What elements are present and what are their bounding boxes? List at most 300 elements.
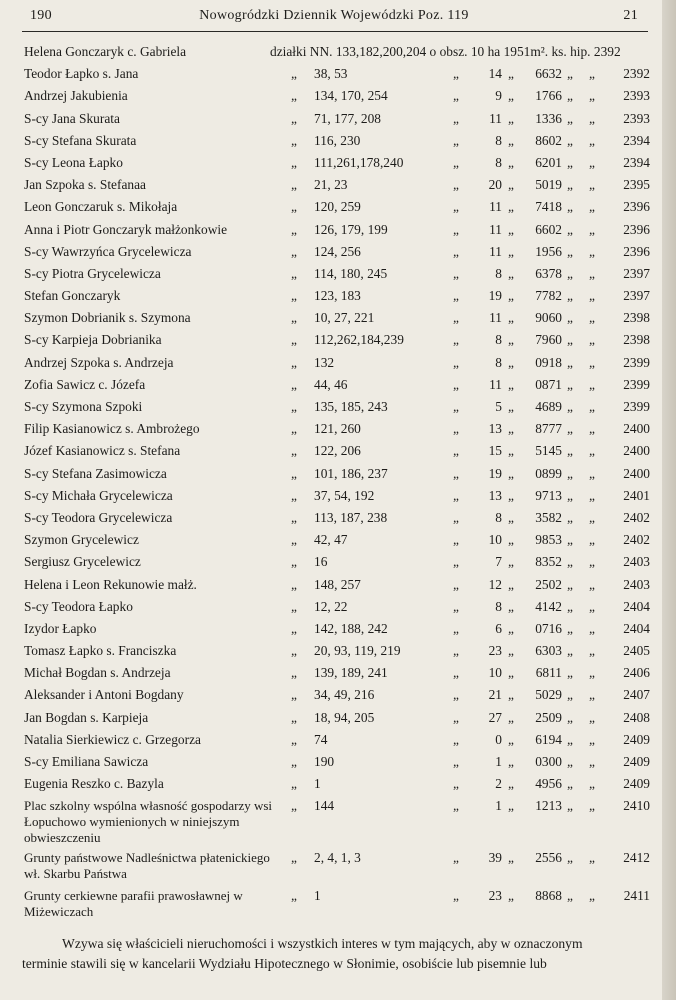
area-square-meters: 6201 (535, 154, 562, 170)
ditto-mark: „ (453, 376, 459, 392)
ditto-mark: „ (291, 354, 297, 370)
ditto-mark: „ (453, 199, 459, 215)
mortgage-book-number: 2392 (623, 66, 650, 82)
plot-numbers: 37, 54, 192 (314, 487, 375, 503)
mortgage-book-number: 2403 (623, 554, 650, 570)
owner-name: Grunty państwowe Nadleśnictwa płatenickiego wł. Skarbu Państwa (24, 850, 270, 882)
ditto-mark: „ (508, 288, 514, 304)
mortgage-book-number: 2409 (623, 731, 650, 747)
table-row (0, 222, 662, 244)
ditto-mark: „ (453, 132, 459, 148)
area-square-meters: 2502 (535, 576, 562, 592)
owner-name: S-cy Stefana Skurata (24, 132, 137, 148)
area-hectares: 19 (488, 465, 502, 481)
ditto-mark: „ (567, 288, 573, 304)
owner-name: Józef Kasianowicz s. Stefana (24, 443, 181, 459)
table-row (0, 754, 662, 776)
mortgage-book-number: 2396 (623, 221, 650, 237)
area-hectares: 1 (495, 798, 502, 814)
ditto-mark: „ (453, 221, 459, 237)
ditto-mark: „ (508, 354, 514, 370)
plot-numbers: 20, 93, 119, 219 (314, 643, 401, 659)
header-rule (22, 31, 648, 32)
ditto-mark: „ (291, 754, 297, 769)
owner-name: Plac szkolny wspólna własność gospodarzy wsi Łopuchowo wymienionych w niniejszym obwieszczeniu (24, 798, 273, 846)
area-hectares: 14 (488, 66, 502, 82)
area-square-meters: 8352 (535, 554, 562, 570)
mortgage-book-number: 2410 (623, 798, 650, 814)
mortgage-book-number: 2404 (623, 598, 650, 614)
plot-numbers: 42, 47 (314, 532, 348, 548)
owner-name: Andrzej Jakubienia (24, 88, 128, 104)
table-row (0, 554, 662, 576)
owner-name: Izydor Łapko (24, 620, 97, 636)
ditto-mark: „ (291, 265, 297, 281)
area-square-meters: 6378 (535, 265, 562, 281)
area-hectares: 23 (488, 888, 502, 904)
ditto-mark: „ (453, 687, 459, 703)
ditto-mark: „ (589, 465, 595, 481)
ditto-mark: „ (453, 66, 459, 82)
page-number: 190 (30, 8, 52, 23)
table-row (0, 111, 662, 133)
owner-name: Grunty cerkiewne parafii prawosławnej w Miżewiczach (24, 888, 243, 920)
ditto-mark: „ (567, 665, 573, 681)
table-row (0, 88, 662, 110)
plot-numbers: 18, 94, 205 (314, 709, 375, 725)
area-hectares: 9 (495, 88, 502, 104)
ditto-mark: „ (567, 66, 573, 82)
plot-numbers: 120, 259 (314, 199, 361, 215)
owner-name: S-cy Emiliana Sawicza (24, 754, 149, 769)
ditto-mark: „ (567, 177, 573, 193)
ditto-mark: „ (453, 620, 459, 636)
mortgage-book-number: 2406 (623, 665, 650, 681)
mortgage-book-number: 2400 (623, 465, 650, 481)
ditto-mark: „ (453, 88, 459, 104)
ditto-mark: „ (589, 199, 595, 215)
plot-numbers: 21, 23 (314, 177, 348, 193)
area-square-meters: 4689 (535, 399, 562, 414)
area-hectares: 11 (489, 221, 502, 237)
ditto-mark: „ (508, 509, 514, 525)
plot-numbers: 113, 187, 238 (314, 509, 388, 525)
ditto-mark: „ (589, 554, 595, 570)
area-hectares: 8 (495, 265, 502, 281)
plot-numbers: 122, 206 (314, 443, 361, 459)
area-hectares: 11 (489, 110, 502, 126)
table-row (0, 850, 662, 888)
mortgage-book-number: 2402 (623, 509, 650, 525)
table-row (0, 466, 662, 488)
table-row (0, 133, 662, 155)
plot-numbers: 74 (314, 731, 328, 747)
area-square-meters: 6303 (535, 643, 562, 659)
ditto-mark: „ (508, 754, 514, 769)
mortgage-book-number: 2397 (623, 265, 650, 281)
area-hectares: 13 (488, 487, 502, 503)
ditto-mark: „ (508, 110, 514, 126)
table-row (0, 399, 662, 421)
mortgage-book-number: 2395 (623, 177, 650, 193)
ditto-mark: „ (589, 509, 595, 525)
ditto-mark: „ (291, 376, 297, 392)
ditto-mark: „ (453, 332, 459, 348)
ditto-mark: „ (589, 110, 595, 126)
ditto-mark: „ (508, 643, 514, 659)
area-hectares: 11 (489, 376, 502, 392)
ditto-mark: „ (291, 154, 297, 170)
ditto-mark: „ (291, 620, 297, 636)
table-row (0, 643, 662, 665)
ditto-mark: „ (508, 88, 514, 104)
ditto-mark: „ (508, 310, 514, 326)
owner-name: S-cy Jana Skurata (24, 110, 120, 126)
ditto-mark: „ (589, 620, 595, 636)
ditto-mark: „ (589, 687, 595, 703)
ditto-mark: „ (589, 443, 595, 459)
owner-name: S-cy Szymona Szpoki (24, 399, 143, 414)
owner-name: Szymon Dobrianik s. Szymona (24, 310, 191, 326)
owner-name: Szymon Grycelewicz (24, 532, 139, 548)
ditto-mark: „ (567, 643, 573, 659)
plot-numbers: 38, 53 (314, 66, 348, 82)
ditto-mark: „ (589, 243, 595, 259)
owner-name: Jan Bogdan s. Karpieja (24, 709, 149, 725)
ditto-mark: „ (508, 888, 514, 904)
area-square-meters: 1336 (535, 110, 562, 126)
ditto-mark: „ (589, 221, 595, 237)
ditto-mark: „ (291, 110, 297, 126)
ditto-mark: „ (291, 888, 297, 904)
area-square-meters: 0716 (535, 620, 562, 636)
ditto-mark: „ (567, 598, 573, 614)
ditto-mark: „ (589, 665, 595, 681)
journal-title: Nowogródzki Dziennik Wojewódzki Poz. 119 (199, 8, 469, 23)
ditto-mark: „ (589, 310, 595, 326)
mortgage-book-number: 2408 (623, 709, 650, 725)
ditto-mark: „ (508, 221, 514, 237)
plot-numbers: 148, 257 (314, 576, 361, 592)
plot-numbers: 144 (314, 798, 335, 814)
ditto-mark: „ (567, 888, 573, 904)
owner-name: Helena i Leon Rekunowie małż. (24, 576, 197, 592)
ditto-mark: „ (589, 132, 595, 148)
table-row (0, 488, 662, 510)
ditto-mark: „ (453, 576, 459, 592)
area-hectares: 11 (489, 243, 502, 259)
ditto-mark: „ (508, 265, 514, 281)
mortgage-book-number: 2393 (623, 88, 650, 104)
ditto-mark: „ (508, 332, 514, 348)
plot-numbers: 10, 27, 221 (314, 310, 375, 326)
owner-name: S-cy Teodora Grycelewicza (24, 509, 173, 525)
ditto-mark: „ (453, 288, 459, 304)
ditto-mark: „ (291, 598, 297, 614)
plot-numbers: 124, 256 (314, 243, 361, 259)
plot-numbers: 12, 22 (314, 598, 348, 614)
owner-name: S-cy Stefana Zasimowicza (24, 465, 167, 481)
ditto-mark: „ (291, 443, 297, 459)
ditto-mark: „ (291, 199, 297, 215)
mortgage-book-number: 2396 (623, 243, 650, 259)
table-row (0, 776, 662, 798)
area-hectares: 23 (488, 643, 502, 659)
area-hectares: 6 (495, 620, 502, 636)
owner-name: S-cy Karpieja Dobrianika (24, 332, 162, 348)
area-hectares: 10 (488, 665, 502, 681)
table-row (0, 244, 662, 266)
area-hectares: 8 (495, 154, 502, 170)
ditto-mark: „ (453, 110, 459, 126)
ditto-mark: „ (291, 709, 297, 725)
plot-numbers: 135, 185, 243 (314, 399, 388, 414)
table-row (0, 332, 662, 354)
area-square-meters: 1956 (535, 243, 562, 259)
area-hectares: 8 (495, 132, 502, 148)
mortgage-book-number: 2404 (623, 620, 650, 636)
page-header (30, 8, 638, 28)
table-row (0, 288, 662, 310)
mortgage-book-number: 2394 (623, 154, 650, 170)
table-row (0, 798, 662, 850)
ditto-mark: „ (589, 399, 595, 414)
ditto-mark: „ (453, 265, 459, 281)
plot-numbers: 1 (314, 888, 321, 904)
ditto-mark: „ (567, 709, 573, 725)
ditto-mark: „ (589, 798, 595, 814)
ditto-mark: „ (291, 66, 297, 82)
table-row (0, 687, 662, 709)
plot-numbers: 142, 188, 242 (314, 620, 388, 636)
area-hectares: 5 (495, 399, 502, 414)
plot-numbers: 126, 179, 199 (314, 221, 388, 237)
plot-numbers: 112,262,184,239 (314, 332, 404, 348)
mortgage-book-number: 2398 (623, 310, 650, 326)
mortgage-book-number: 2412 (623, 850, 650, 866)
ditto-mark: „ (589, 288, 595, 304)
plot-numbers: 116, 230 (314, 132, 361, 148)
ditto-mark: „ (453, 399, 459, 414)
area-hectares: 20 (488, 177, 502, 193)
table-row (0, 421, 662, 443)
ditto-mark: „ (567, 798, 573, 814)
plot-numbers: 123, 183 (314, 288, 361, 304)
table-row (0, 310, 662, 332)
ditto-mark: „ (589, 376, 595, 392)
mortgage-book-number: 2409 (623, 776, 650, 792)
ditto-mark: „ (567, 443, 573, 459)
plot-numbers: 44, 46 (314, 376, 348, 392)
mortgage-book-number: 2399 (623, 376, 650, 392)
area-square-meters: 8602 (535, 132, 562, 148)
ditto-mark: „ (291, 465, 297, 481)
mortgage-book-number: 2407 (623, 687, 650, 703)
area-hectares: 12 (488, 576, 502, 592)
ditto-mark: „ (291, 554, 297, 570)
ditto-mark: „ (291, 532, 297, 548)
ditto-mark: „ (589, 643, 595, 659)
area-square-meters: 5029 (535, 687, 562, 703)
owner-name: Michał Bogdan s. Andrzeja (24, 665, 171, 681)
area-square-meters: 8868 (535, 888, 562, 904)
ditto-mark: „ (291, 221, 297, 237)
owner-name: Tomasz Łapko s. Franciszka (24, 643, 177, 659)
area-hectares: 1 (495, 754, 502, 769)
owner-name: S-cy Teodora Łapko (24, 598, 133, 614)
ditto-mark: „ (508, 850, 514, 866)
table-row (0, 377, 662, 399)
ditto-mark: „ (508, 665, 514, 681)
ditto-mark: „ (453, 354, 459, 370)
ditto-mark: „ (589, 754, 595, 769)
area-square-meters: 2509 (535, 709, 562, 725)
area-hectares: 8 (495, 598, 502, 614)
area-square-meters: 3582 (535, 509, 562, 525)
owner-name: Sergiusz Grycelewicz (24, 554, 141, 570)
footer-text (22, 934, 652, 974)
owner-name: Helena Gonczaryk c. Gabriela (24, 44, 187, 59)
owner-name: Aleksander i Antoni Bogdany (24, 687, 184, 703)
table-row (0, 888, 662, 926)
ditto-mark: „ (567, 850, 573, 866)
ditto-mark: „ (453, 731, 459, 747)
ditto-mark: „ (567, 687, 573, 703)
ditto-mark: „ (291, 798, 297, 814)
ditto-mark: „ (589, 265, 595, 281)
table-row (0, 710, 662, 732)
ditto-mark: „ (567, 376, 573, 392)
ditto-mark: „ (589, 332, 595, 348)
ditto-mark: „ (291, 487, 297, 503)
ditto-mark: „ (589, 354, 595, 370)
ditto-mark: „ (508, 532, 514, 548)
plot-numbers: 71, 177, 208 (314, 110, 381, 126)
ditto-mark: „ (291, 88, 297, 104)
ditto-mark: „ (567, 421, 573, 437)
owner-name: S-cy Piotra Grycelewicza (24, 265, 161, 281)
area-hectares: 7 (495, 554, 502, 570)
ditto-mark: „ (291, 687, 297, 703)
plot-numbers: 16 (314, 554, 328, 570)
table-row (0, 443, 662, 465)
ditto-mark: „ (567, 509, 573, 525)
ditto-mark: „ (508, 620, 514, 636)
ditto-mark: „ (291, 332, 297, 348)
area-hectares: 8 (495, 509, 502, 525)
ditto-mark: „ (453, 643, 459, 659)
area-square-meters: 6811 (535, 665, 562, 681)
plot-numbers: 134, 170, 254 (314, 88, 388, 104)
area-square-meters: 7418 (535, 199, 562, 215)
ditto-mark: „ (567, 88, 573, 104)
area-hectares: 8 (495, 332, 502, 348)
area-square-meters: 9853 (535, 532, 562, 548)
area-hectares: 0 (495, 731, 502, 747)
ditto-mark: „ (567, 487, 573, 503)
ditto-mark: „ (589, 177, 595, 193)
plot-numbers: 2, 4, 1, 3 (314, 850, 361, 866)
area-hectares: 39 (488, 850, 502, 866)
ditto-mark: „ (453, 554, 459, 570)
ditto-mark: „ (453, 243, 459, 259)
table-row (0, 355, 662, 377)
ditto-mark: „ (291, 509, 297, 525)
ditto-mark: „ (567, 221, 573, 237)
ditto-mark: „ (508, 576, 514, 592)
table-row (0, 266, 662, 288)
plot-numbers: 1 (314, 776, 321, 792)
plot-numbers: 121, 260 (314, 421, 361, 437)
mortgage-book-number: 2409 (623, 754, 650, 769)
area-square-meters: 0300 (535, 754, 562, 769)
owner-name: Stefan Gonczaryk (24, 288, 121, 304)
ditto-mark: „ (589, 66, 595, 82)
plot-numbers: 101, 186, 237 (314, 465, 388, 481)
ditto-mark: „ (589, 888, 595, 904)
table-row (0, 177, 662, 199)
ditto-mark: „ (291, 731, 297, 747)
ditto-mark: „ (589, 776, 595, 792)
owner-name: Natalia Sierkiewicz c. Grzegorza (24, 731, 201, 747)
ditto-mark: „ (508, 177, 514, 193)
mortgage-book-number: 2393 (623, 110, 650, 126)
ditto-mark: „ (291, 288, 297, 304)
ditto-mark: „ (567, 731, 573, 747)
ditto-mark: „ (291, 399, 297, 414)
ditto-mark: „ (567, 776, 573, 792)
area-square-meters: 5145 (535, 443, 562, 459)
ditto-mark: „ (508, 154, 514, 170)
area-hectares: 11 (489, 310, 502, 326)
ditto-mark: „ (453, 310, 459, 326)
ditto-mark: „ (508, 421, 514, 437)
ditto-mark: „ (291, 421, 297, 437)
owner-name: S-cy Michała Grycelewicza (24, 487, 173, 503)
ditto-mark: „ (508, 199, 514, 215)
area-square-meters: 6194 (535, 731, 562, 747)
area-square-meters: 1766 (535, 88, 562, 104)
mortgage-book-number: 2399 (623, 354, 650, 370)
area-square-meters: 5019 (535, 177, 562, 193)
table-row (0, 665, 662, 687)
ditto-mark: „ (291, 177, 297, 193)
ditto-mark: „ (567, 465, 573, 481)
ditto-mark: „ (589, 576, 595, 592)
area-square-meters: 1213 (535, 798, 562, 814)
mortgage-book-number: 2411 (623, 888, 650, 904)
ditto-mark: „ (508, 66, 514, 82)
ditto-mark: „ (291, 576, 297, 592)
area-square-meters: 4142 (535, 598, 562, 614)
ditto-mark: „ (508, 554, 514, 570)
ditto-mark: „ (453, 754, 459, 769)
owner-name: Teodor Łapko s. Jana (24, 66, 139, 82)
ditto-mark: „ (291, 310, 297, 326)
ditto-mark: „ (453, 154, 459, 170)
area-hectares: 15 (488, 443, 502, 459)
ditto-mark: „ (508, 709, 514, 725)
area-square-meters: 7960 (535, 332, 562, 348)
mortgage-book-number: 2399 (623, 399, 650, 414)
ditto-mark: „ (567, 265, 573, 281)
ditto-mark: „ (453, 532, 459, 548)
table-row (0, 532, 662, 554)
area-hectares: 2 (495, 776, 502, 792)
ditto-mark: „ (567, 199, 573, 215)
ditto-mark: „ (567, 754, 573, 769)
owner-name: Andrzej Szpoka s. Andrzeja (24, 354, 174, 370)
